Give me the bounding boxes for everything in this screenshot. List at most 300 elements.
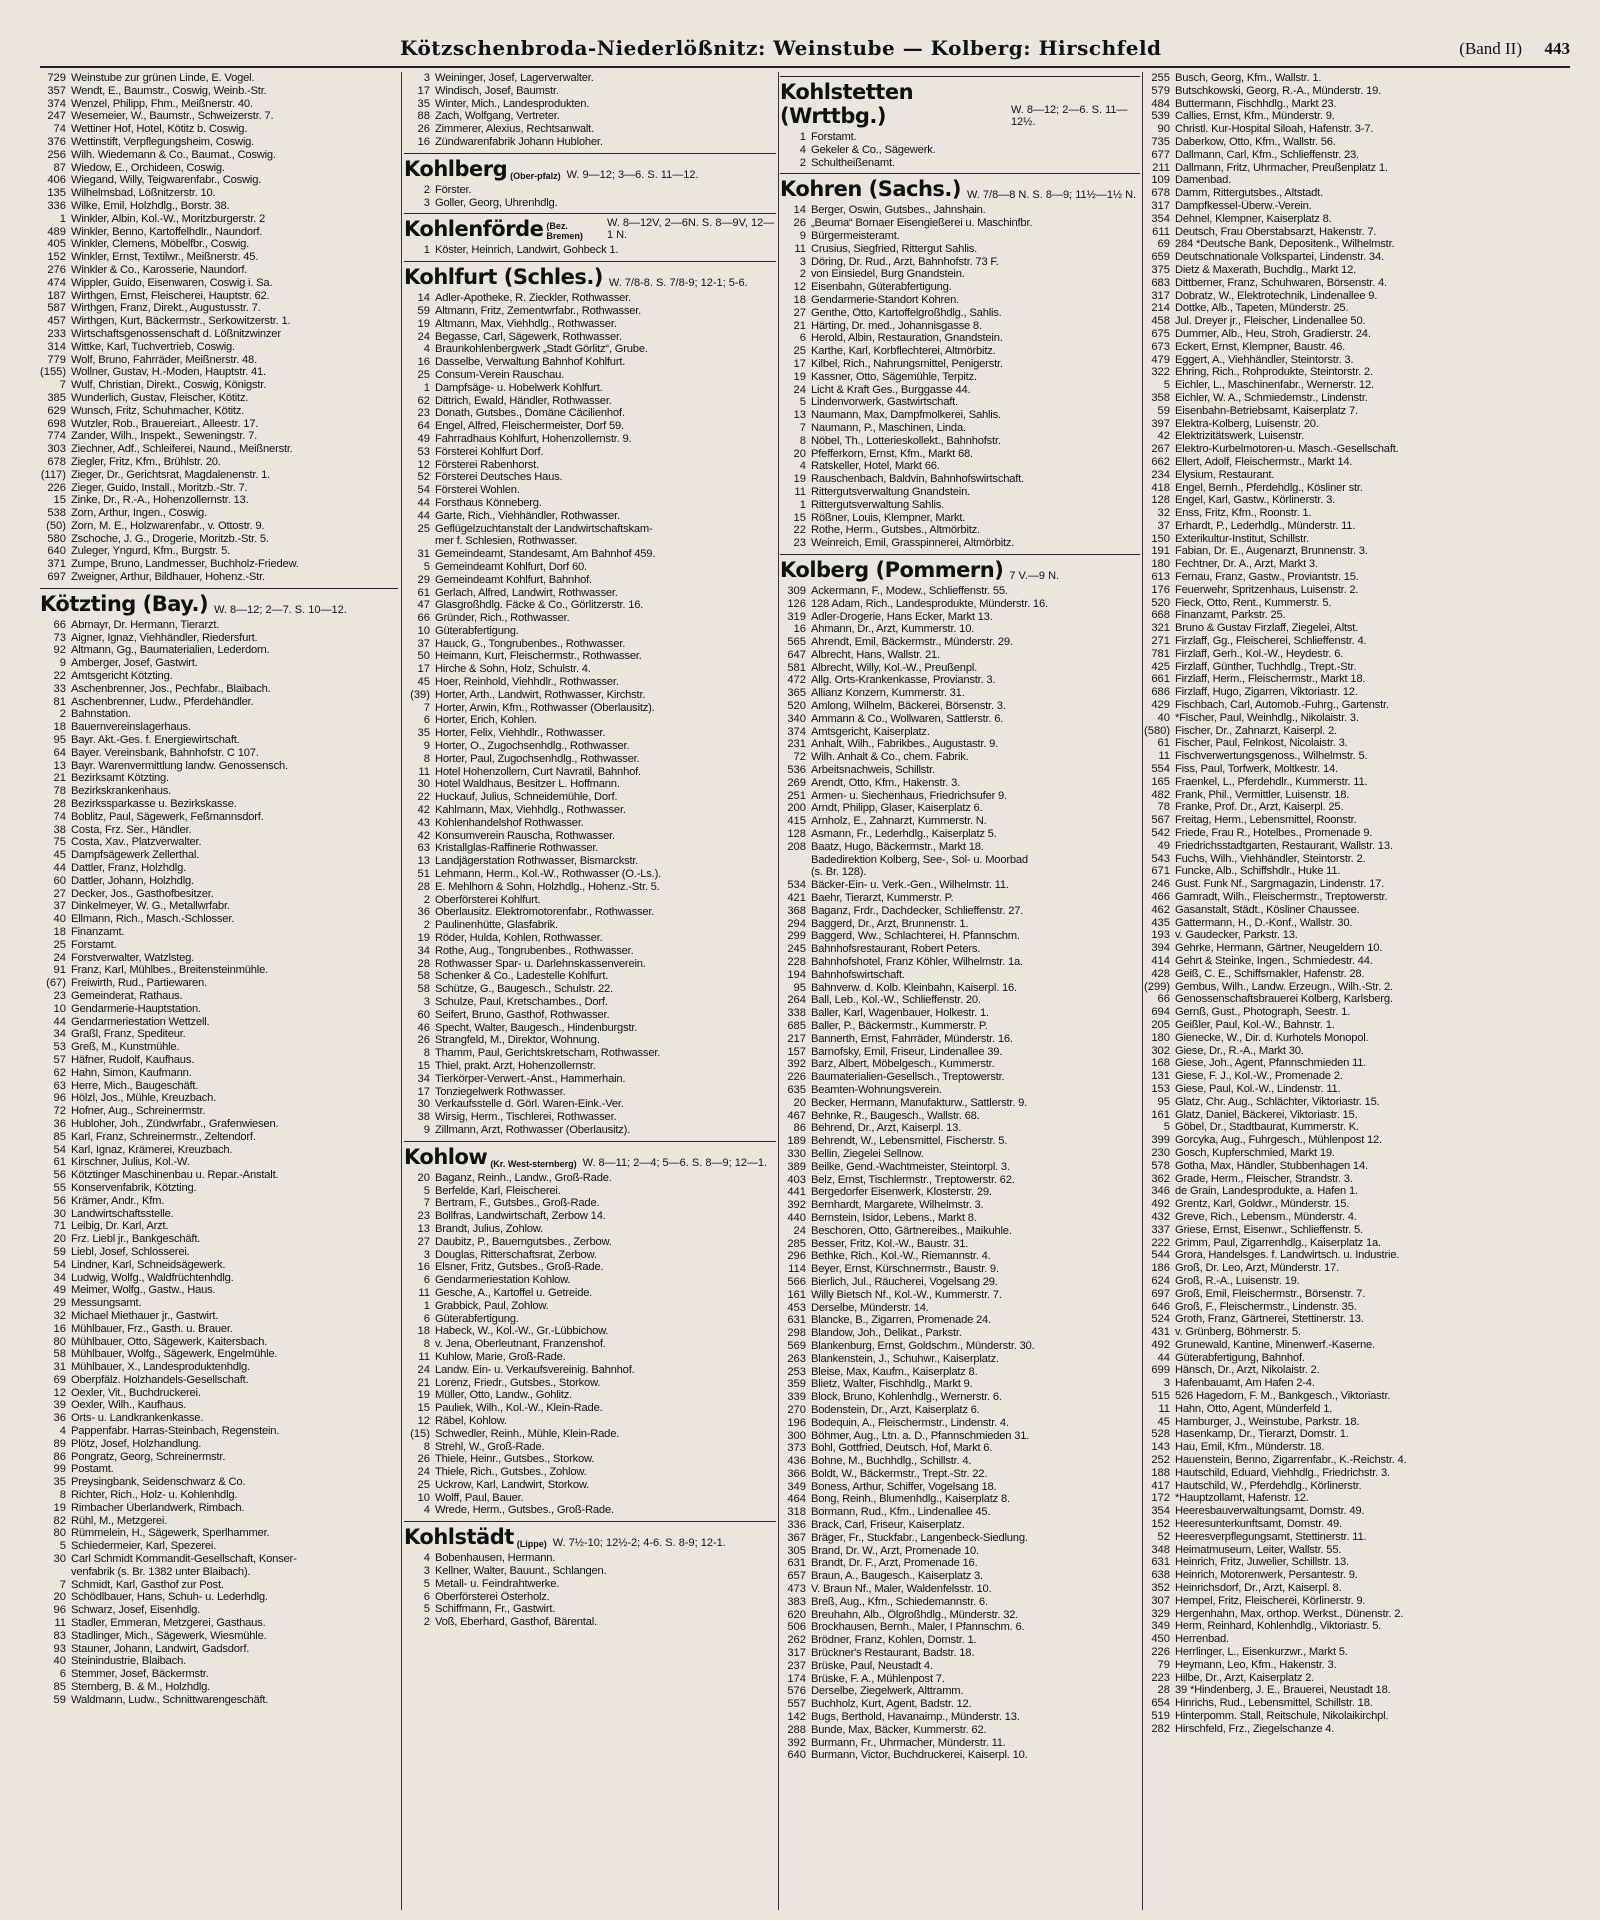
subscriber-text: Gust. Funk Nf., Sargmagazin, Lindenstr. 17. (1175, 878, 1385, 891)
phone-number: 17 (417, 1085, 430, 1098)
directory-entry (40, 1284, 398, 1297)
phone-number: 263 (787, 1352, 806, 1365)
place-heading (404, 261, 776, 289)
subscriber-text: Groß, F., Fleischermstr., Lindenstr. 35. (1175, 1300, 1357, 1313)
subscriber-text: Giese, F. J., Kol.-W., Promenade 2. (1175, 1070, 1343, 1083)
directory-entry (780, 396, 1140, 409)
directory-entry (780, 1289, 1140, 1302)
directory-entry (40, 926, 398, 939)
subscriber-text: venfabrik (s. Br. 1382 unter Blaibach). (71, 1565, 251, 1578)
phone-number: 18 (53, 926, 66, 938)
directory-entry (40, 1118, 398, 1131)
directory-entry (780, 1110, 1140, 1123)
phone-number (404, 535, 435, 548)
directory-entry (780, 764, 1140, 777)
subscriber-text: Block, Bruno, Kohlenhdlg., Wernerstr. 6. (811, 1391, 1002, 1404)
phone-number: 19 (417, 317, 430, 330)
subscriber-text: Zach, Wolfgang, Vertreter. (435, 110, 560, 123)
phone-number: 20 (793, 447, 806, 460)
phone-number: 528 (1151, 1428, 1170, 1441)
subscriber-text: Brödner, Franz, Kohlen, Domstr. 1. (811, 1634, 977, 1647)
subscriber-text: Thiele, Heinr., Gutsbes., Storkow. (435, 1453, 595, 1466)
subscriber-text: Costa, Frz. Ser., Händler. (71, 823, 192, 836)
subscriber-text: Landjägerstation Rothwasser, Bismarckstr. (435, 855, 639, 868)
place-name: Kohlstetten (Wrttbg.) (780, 80, 914, 128)
directory-entry (1144, 1377, 1570, 1390)
subscriber-text: Gehrt & Steinke, Ingen., Schmiedestr. 44. (1175, 954, 1373, 967)
phone-number: 63 (417, 842, 430, 855)
directory-entry (780, 281, 1140, 294)
directory-entry (404, 184, 776, 197)
directory-entry (1144, 558, 1570, 571)
subscriber-text: Glasgroßhdlg. Fäcke & Co., Görlitzerstr. 16. (435, 599, 644, 612)
phone-number: 2 (423, 1616, 430, 1629)
phone-number: 128 (1151, 494, 1170, 507)
phone-number: 16 (417, 1261, 430, 1274)
phone-number: 36 (53, 1412, 66, 1425)
directory-entry (404, 1223, 776, 1236)
phone-number: 668 (1151, 609, 1170, 622)
phone-number: 417 (1151, 1479, 1170, 1492)
subscriber-text: Herrlinger, L., Eisenkurzwr., Markt 5. (1175, 1646, 1348, 1659)
subscriber-text: Schulze, Paul, Kretschambes., Dorf. (435, 996, 608, 1008)
subscriber-text: Heinrich, Motorenwerk, Persantestr. 9. (1175, 1569, 1358, 1582)
phone-number: 269 (787, 776, 806, 789)
directory-entry (1144, 1492, 1570, 1505)
subscriber-text: Hubloher, Joh., Zündwrfabr., Grafenwiesen. (71, 1117, 279, 1130)
directory-entry (780, 1430, 1140, 1443)
phone-number: 61 (1157, 737, 1170, 750)
subscriber-text: Gesche, A., Kartoffel u. Getreide. (435, 1286, 593, 1299)
subscriber-text: 128 Adam, Rich., Landesprodukte, Münderstr. 16. (811, 597, 1048, 610)
phone-number: 11 (418, 1350, 430, 1363)
phone-number: 44 (53, 862, 66, 875)
phone-number: 44 (417, 496, 430, 509)
subscriber-text: Dallmann, Fritz, Uhrmacher, Preußenplatz 1. (1175, 161, 1388, 174)
directory-entry (1144, 1684, 1570, 1697)
subscriber-text: Grabbick, Paul, Zohlow. (435, 1299, 549, 1312)
directory-entry (780, 1097, 1140, 1110)
directory-entry (404, 1249, 776, 1262)
subscriber-text: Franke, Prof. Dr., Arzt, Kaiserpl. 25. (1175, 801, 1344, 814)
phone-number: 96 (53, 1604, 66, 1617)
directory-entry (1144, 1083, 1570, 1096)
subscriber-text: Deutschnationale Volkspartei, Lindenstr. 34. (1175, 251, 1384, 264)
subscriber-text: Ziegler, Fritz, Kfm., Brühlstr. 20. (71, 455, 221, 468)
phone-number: 28 (1157, 1684, 1170, 1697)
phone-number: 569 (787, 1339, 806, 1352)
subscriber-text: Wilh. Wiedemann & Co., Baumat., Coswig. (71, 148, 276, 161)
directory-entry (404, 970, 776, 983)
subscriber-text: Firzlaff, Günther, Tuchhdlg., Trept.-Str. (1175, 660, 1357, 673)
subscriber-text: Wirthgen, Ernst, Fleischerei, Hauptstr. 62. (71, 289, 270, 302)
directory-entry (1144, 85, 1570, 98)
subscriber-text: Wolf, Bruno, Fahrräder, Meißnerstr. 48. (71, 353, 257, 366)
phone-number: 187 (47, 289, 66, 302)
directory-entry (1144, 1121, 1570, 1134)
subscriber-text: Schödlbauer, Hans, Schuh- u. Lederhdlg. (71, 1591, 268, 1604)
directory-entry (1144, 597, 1570, 610)
directory-entry (404, 1415, 776, 1428)
phone-number: 339 (787, 1391, 806, 1404)
directory-entry (40, 1463, 398, 1476)
phone-number: 2 (423, 183, 430, 196)
phone-number: 450 (1151, 1633, 1170, 1646)
directory-entry (1144, 72, 1570, 85)
phone-number: 72 (793, 751, 806, 764)
directory-entry (780, 585, 1140, 598)
phone-number: 161 (787, 1288, 806, 1301)
subscriber-text: Eisenbahn-Betriebsamt, Kaiserplatz 7. (1175, 404, 1358, 417)
phone-number: 152 (1151, 1518, 1170, 1531)
directory-entry (404, 1441, 776, 1454)
phone-number: 11 (794, 485, 806, 498)
directory-entry (780, 345, 1140, 358)
subscriber-text: Oberförsterei Kohlfurt. (435, 893, 541, 906)
subscriber-text: Bunde, Max, Bäcker, Kummerstr. 62. (811, 1723, 987, 1736)
directory-entry (1144, 443, 1570, 456)
phone-number: 296 (787, 1250, 806, 1263)
subscriber-text: Horter, Erich, Kohlen. (435, 714, 537, 727)
subscriber-text: Böhmer, Aug., Ltn. a. D., Pfannschmieden 31. (811, 1429, 1030, 1442)
directory-entry (780, 687, 1140, 700)
directory-entry (40, 1092, 398, 1105)
directory-entry (780, 1596, 1140, 1609)
subscriber-text: Lorenz, Friedr., Gutsbes., Storkow. (435, 1376, 601, 1389)
directory-entry (40, 85, 398, 98)
subscriber-text: Gattermann, H., D.-Konf., Wallstr. 30. (1175, 916, 1353, 929)
subscriber-text: Zieger, Dr., Gerichtsrat, Magdalenenstr. 1. (71, 468, 271, 481)
directory-entry (404, 1274, 776, 1287)
directory-entry (404, 1185, 776, 1198)
subscriber-text: Baatz, Hugo, Bäckermstr., Markt 18. (811, 840, 984, 853)
directory-entry (780, 1737, 1140, 1750)
phone-number: 285 (787, 1237, 806, 1250)
subscriber-text: Ellert, Adolf, Fleischermstr., Markt 14. (1175, 455, 1353, 468)
subscriber-text: Allg. Orts-Krankenkasse, Provianstr. 3. (811, 674, 996, 687)
subscriber-text: Donath, Gutsbes., Domäne Cäcilienhof. (435, 407, 625, 420)
subscriber-text: Gemeindeamt Kohlfurt, Bahnhof. (435, 573, 592, 586)
page-number: 443 (1544, 39, 1570, 58)
directory-entry (40, 1502, 398, 1515)
directory-entry (40, 1668, 398, 1681)
directory-entry (780, 982, 1140, 995)
directory-entry (40, 469, 398, 482)
subscriber-text: Zillmann, Arzt, Rothwasser (Oberlausitz). (435, 1123, 631, 1136)
phone-number: 565 (787, 636, 806, 649)
directory-entry (1144, 776, 1570, 789)
subscriber-text: Hauck, G., Tongrubenbes., Rothwasser. (435, 637, 626, 650)
phone-number: 24 (793, 1224, 806, 1237)
subscriber-text: Schiffmann, Fr., Gastwirt. (435, 1603, 556, 1616)
phone-number: 23 (793, 537, 806, 550)
subscriber-text: Wirthgen, Kurt, Bäckermstr., Serkowitzerstr. 1. (71, 315, 291, 328)
subscriber-text: Pongratz, Georg, Schreinermstr. (71, 1450, 226, 1463)
phone-number: 13 (417, 1222, 430, 1235)
subscriber-text: Wittke, Karl, Tuchvertrieb, Coswig. (71, 340, 235, 353)
subscriber-text: v. Jena, Oberleutnant, Franzenshof. (435, 1338, 606, 1351)
phone-number: 631 (1151, 1556, 1170, 1569)
column-3 (780, 72, 1140, 1910)
subscriber-text: V. Braun Nf., Maler, Waldenfelsstr. 10. (811, 1583, 992, 1596)
phone-number: 23 (53, 989, 66, 1002)
subscriber-text: Amlong, Wilhelm, Bäckerei, Börsenstr. 3. (811, 700, 1006, 713)
subscriber-text: Heeresverpflegungsamt, Stettinerstr. 11. (1175, 1530, 1367, 1543)
phone-number: 95 (53, 734, 66, 747)
phone-number: 194 (787, 968, 806, 981)
phone-number: 385 (47, 391, 66, 404)
subscriber-text: Hirche & Sohn, Holz, Schulstr. 4. (435, 663, 591, 676)
directory-entry (40, 670, 398, 683)
directory-entry (404, 407, 776, 420)
phone-number: 349 (1151, 1620, 1170, 1633)
phone-number: 271 (1151, 635, 1170, 648)
directory-entry (1144, 673, 1570, 686)
subscriber-text: Grora, Handelsges. f. Landwirtsch. u. Industrie. (1175, 1249, 1400, 1262)
phone-number: 49 (417, 432, 430, 445)
subscriber-text: Frz. Liebl jr., Bankgeschäft. (71, 1233, 201, 1246)
directory-entry (40, 990, 398, 1003)
directory-entry (40, 136, 398, 149)
phone-number: 21 (417, 1376, 430, 1389)
directory-entry (40, 977, 398, 990)
directory-entry (40, 1169, 398, 1182)
directory-entry (1144, 648, 1570, 661)
subscriber-text: Wrede, Herm., Gutsbes., Groß-Rade. (435, 1504, 614, 1517)
subscriber-text: Güterabfertigung. (435, 1312, 519, 1325)
subscriber-text: Bierlich, Jul., Räucherei, Vogelsang 29. (811, 1275, 998, 1288)
directory-entry (404, 382, 776, 395)
phone-number: (117) (40, 468, 66, 481)
subscriber-text: Frank, Phil., Vermittler, Luisenstr. 18. (1175, 788, 1350, 801)
directory-entry (404, 574, 776, 587)
subscriber-text: Adler-Drogerie, Hans Ecker, Markt 13. (811, 610, 993, 623)
directory-entry (780, 1020, 1140, 1033)
subscriber-text: Thiele, Rich., Gutsbes., Zohlow. (435, 1466, 587, 1479)
subscriber-text: Paulinenhütte, Glasfabrik. (435, 919, 558, 932)
office-hours: W. 9—12; 3—6. S. 11—12. (566, 168, 699, 181)
phone-number: 150 (1151, 532, 1170, 545)
directory-entry (1144, 162, 1570, 175)
phone-number: 37 (1157, 519, 1170, 532)
phone-number: 662 (1151, 455, 1170, 468)
subscriber-text: Schultheißenamt. (811, 156, 895, 169)
directory-entry (40, 1412, 398, 1425)
subscriber-text: Huckauf, Julius, Schneidemühle, Dorf. (435, 791, 618, 804)
phone-number: 69 (53, 1373, 66, 1386)
subscriber-text: Gehrke, Hermann, Gärtner, Neugeldern 10. (1175, 942, 1383, 955)
subscriber-text: Fischbach, Carl, Automob.-Fuhrg., Gartenstr. (1175, 699, 1389, 712)
subscriber-text: Bernstein, Isidor, Lebens., Markt 8. (811, 1211, 977, 1224)
phone-number: 9 (799, 229, 806, 242)
subscriber-text: (s. Br. 128). (811, 866, 867, 879)
subscriber-text: Härting, Dr. med., Johannisgasse 8. (811, 319, 982, 332)
directory-entry (40, 798, 398, 811)
directory-entry (1144, 609, 1570, 622)
phone-number: 9 (423, 1123, 430, 1136)
directory-entry (1144, 853, 1570, 866)
phone-number: 89 (53, 1437, 66, 1450)
directory-entry (40, 952, 398, 965)
phone-number: 33 (53, 682, 66, 695)
directory-entry (404, 1300, 776, 1313)
directory-entry (1144, 1237, 1570, 1250)
phone-number: 338 (787, 1007, 806, 1020)
phone-number: 22 (793, 524, 806, 537)
phone-number: 88 (417, 110, 430, 123)
subscriber-text: Thamm, Paul, Gerichtskretscham, Rothwasser. (435, 1047, 661, 1060)
subscriber-text: Wirsig, Herm., Tischlerei, Rothwasser. (435, 1111, 617, 1124)
subscriber-text: Bellin, Ziegelei Sellnow. (811, 1147, 924, 1160)
subscriber-text: Wilhelmsbad, Lößnitzerstr. 10. (71, 187, 216, 200)
directory-entry (780, 918, 1140, 931)
phone-number: 39 (53, 1399, 66, 1412)
phone-number: 579 (1151, 84, 1170, 97)
phone-number: 231 (787, 738, 806, 751)
directory-entry (1144, 213, 1570, 226)
directory-entry (1144, 891, 1570, 904)
directory-entry (40, 875, 398, 888)
directory-entry (780, 422, 1140, 435)
phone-number: 86 (793, 1122, 806, 1135)
subscriber-text: Horter, Paul, Zugochsenhdlg., Rothwasser. (435, 752, 640, 765)
phone-number: 346 (1151, 1185, 1170, 1198)
phone-number: 38 (417, 1111, 430, 1124)
subscriber-text: Wilh. Anhalt & Co., chem. Fabrik. (811, 751, 969, 764)
directory-entry (780, 435, 1140, 448)
directory-entry (404, 1210, 776, 1223)
phone-number: 44 (1157, 1351, 1170, 1364)
directory-entry (40, 1233, 398, 1246)
phone-number: 15 (793, 511, 806, 524)
directory-entry (780, 1455, 1140, 1468)
directory-entry (404, 497, 776, 510)
phone-number: 42 (417, 829, 430, 842)
subscriber-text: Kahlmann, Max, Viehhdlg., Rothwasser. (435, 804, 626, 817)
phone-number: 165 (1151, 775, 1170, 788)
place-name: Kohlenförde (404, 217, 544, 242)
directory-entry (40, 708, 398, 721)
phone-number: 255 (1151, 72, 1170, 84)
phone-number: 774 (47, 430, 66, 443)
phone-number: 30 (417, 1098, 430, 1111)
directory-entry (40, 1220, 398, 1233)
phone-number: 7 (423, 701, 430, 714)
directory-entry (40, 520, 398, 533)
directory-entry (404, 1603, 776, 1616)
directory-entry (780, 1417, 1140, 1430)
subscriber-text: Barnofsky, Emil, Friseur, Lindenallee 39. (811, 1045, 1003, 1058)
directory-entry (1144, 430, 1570, 443)
phone-number: (15) (410, 1427, 430, 1440)
phone-number: 631 (787, 1557, 806, 1570)
subscriber-text: Belz, Ernst, Tischlermstr., Treptowerstr. 62. (811, 1173, 1015, 1186)
phone-number: 267 (1151, 443, 1170, 456)
subscriber-text: Ahmann, Dr., Arzt, Kummerstr. 10. (811, 623, 975, 636)
subscriber-text: Becker, Hermann, Manufakturw., Sattlerstr. 9. (811, 1096, 1028, 1109)
subscriber-text: Eichler, W. A., Schmiedemstr., Lindenstr. (1175, 391, 1368, 404)
phone-number: 6 (799, 332, 806, 345)
directory-entry (1144, 1249, 1570, 1262)
directory-entry (40, 405, 398, 418)
phone-number: 82 (53, 1514, 66, 1527)
subscriber-text: Dampfkessel-Überw.-Verein. (1175, 199, 1312, 212)
phone-number: 24 (793, 383, 806, 396)
subscriber-text: Brückner's Restaurant, Badstr. 18. (811, 1647, 975, 1660)
subscriber-text: Försterei Kohlfurt Dorf. (435, 445, 544, 458)
phone-number: 4 (799, 143, 806, 156)
phone-number: 492 (1151, 1198, 1170, 1211)
directory-entry (40, 392, 398, 405)
subscriber-text: Ball, Leb., Kol.-W., Schlieffenstr. 20. (811, 994, 981, 1007)
phone-number: 52 (417, 471, 430, 484)
directory-entry (780, 1583, 1140, 1596)
directory-entry (40, 644, 398, 657)
directory-entry (1144, 1403, 1570, 1416)
phone-number: 20 (417, 1171, 430, 1184)
subscriber-text: Buttermann, Fischhdlg., Markt 23. (1175, 97, 1337, 110)
subscriber-text: Arbeitsnachweis, Schillstr. (811, 764, 935, 777)
subscriber-text: Behrendt, W., Lebensmittel, Fischerstr. 5. (811, 1135, 1008, 1148)
subscriber-text: mer f. Schlesien, Rothwasser. (435, 535, 578, 548)
subscriber-text: Rothwasser Spar- u. Darlehnskassenverein. (435, 957, 646, 970)
subscriber-text: Hoer, Reinhold, Viehhdlr., Rothwasser. (435, 676, 619, 689)
phone-number: 317 (1151, 289, 1170, 302)
subscriber-text: Wollner, Gustav, H.-Moden, Hauptstr. 41. (71, 366, 266, 379)
phone-number: 354 (1151, 1505, 1170, 1518)
phone-number: 11 (418, 1286, 430, 1299)
phone-number: 474 (47, 276, 66, 289)
office-hours: W. 8—12; 2—7. S. 10—12. (214, 603, 347, 616)
directory-entry (40, 443, 398, 456)
directory-entry (1144, 1211, 1570, 1224)
phone-number: 21 (793, 319, 806, 332)
directory-entry (404, 625, 776, 638)
phone-number: 49 (1157, 839, 1170, 852)
phone-number: 38 (53, 823, 66, 836)
subscriber-text: Dobratz, W., Elektrotechnik, Lindenallee 9. (1175, 289, 1378, 302)
subscriber-text: Boldt, W., Bäckermstr., Trept.-Str. 22. (811, 1467, 988, 1480)
directory-entry (1144, 110, 1570, 123)
phone-number: 11 (794, 242, 806, 255)
subscriber-text: Beschoren, Otto, Gärtnereibes., Maikuhle. (811, 1224, 1012, 1237)
directory-entry (780, 204, 1140, 217)
subscriber-text: Bahnhofswirtschaft. (811, 968, 905, 981)
subscriber-text: Bauernvereinslagerhaus. (71, 721, 191, 734)
directory-entry (404, 356, 776, 369)
directory-entry (1144, 827, 1570, 840)
directory-entry (780, 1046, 1140, 1059)
phone-number: 337 (1151, 1223, 1170, 1236)
phone-number: 40 (53, 913, 66, 926)
directory-entry (404, 1351, 776, 1364)
phone-number: 79 (1157, 1658, 1170, 1671)
phone-number: 479 (1151, 353, 1170, 366)
phone-number: 85 (53, 1681, 66, 1694)
subscriber-text: Winkler, Benno, Kartoffelhdlr., Naundorf. (71, 225, 263, 238)
subscriber-text: Räbel, Kohlow. (435, 1414, 507, 1427)
subscriber-text: Forsthaus Könneberg. (435, 496, 542, 509)
directory-entry (404, 996, 776, 1009)
directory-entry (780, 790, 1140, 803)
phone-number: 694 (1151, 1006, 1170, 1019)
subscriber-text: Fahrradhaus Kohlfurt, Hohenzollernstr. 9. (435, 432, 632, 445)
directory-entry (1144, 1531, 1570, 1544)
phone-number: 205 (1151, 1018, 1170, 1031)
subscriber-text: Finanzamt. (71, 926, 125, 938)
subscriber-text: Zorn, M. E., Holzwarenfabr., v. Ottostr. 9. (71, 519, 265, 532)
phone-number: 4 (423, 343, 430, 356)
